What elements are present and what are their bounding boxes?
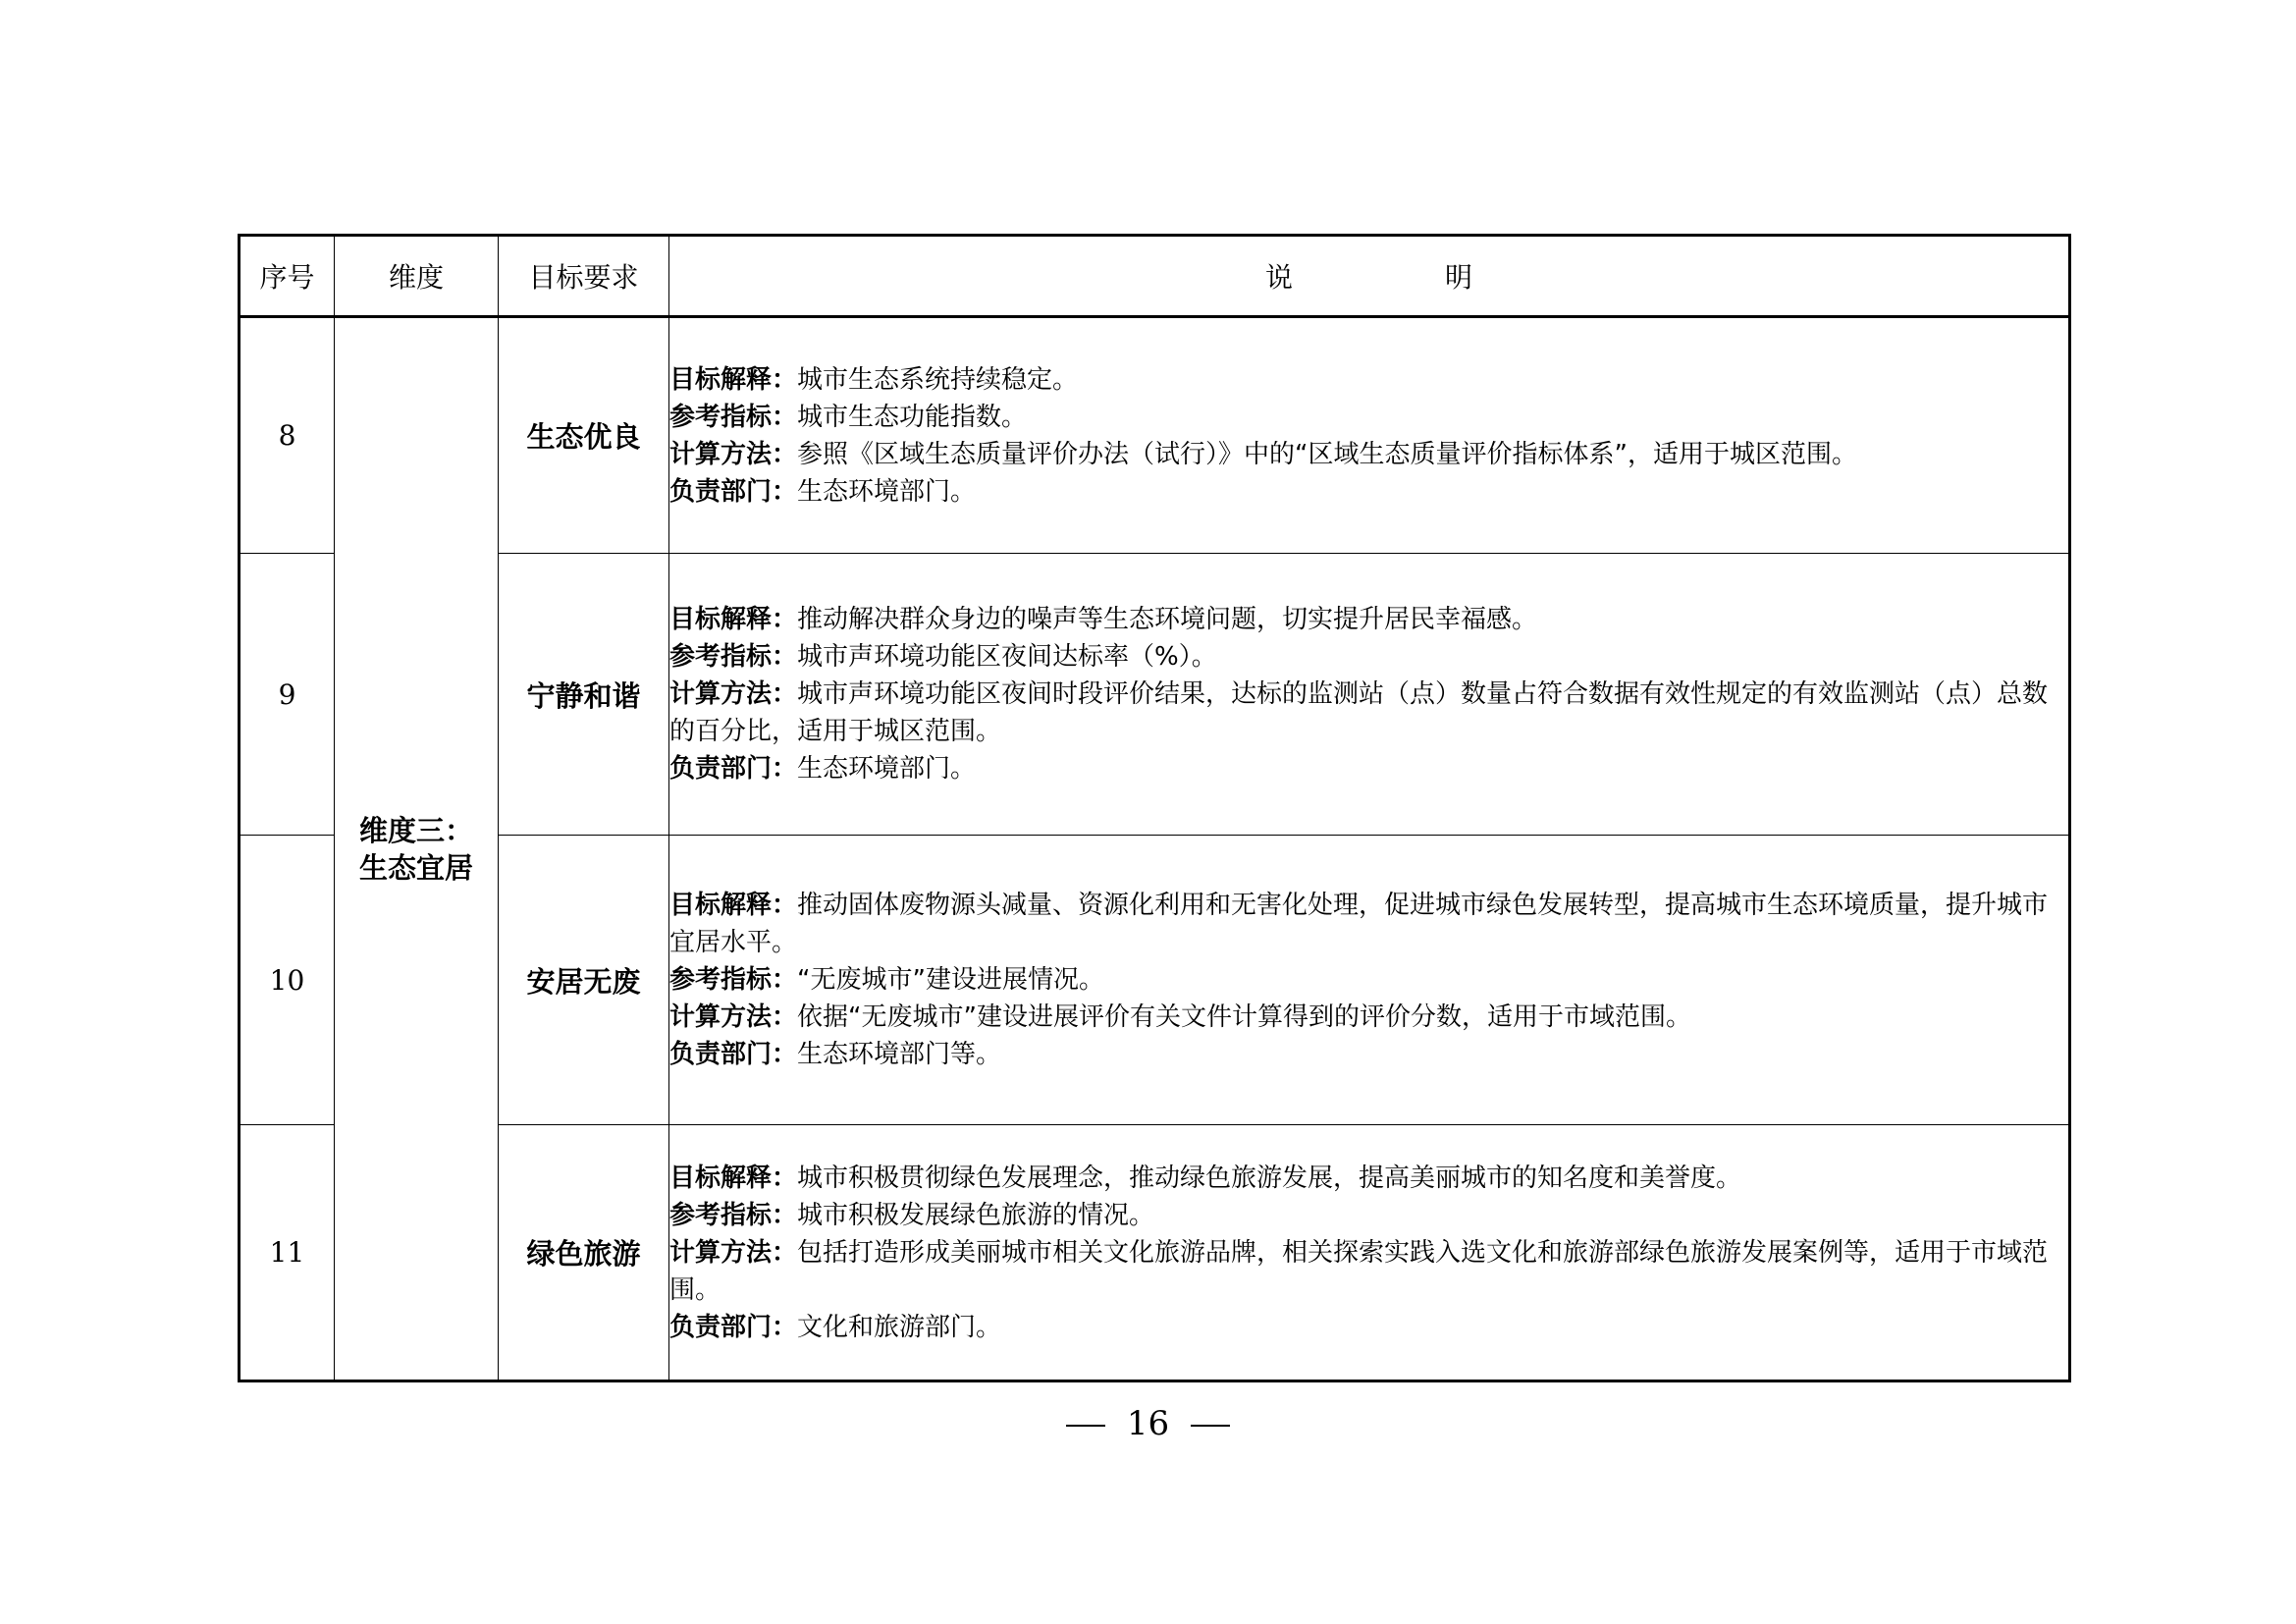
- label-method: 计算方法：: [669, 1002, 798, 1032]
- indicator-text: 城市声环境功能区夜间达标率（%）。: [797, 642, 1217, 672]
- dimension-label-line2: 生态宜居: [358, 850, 473, 885]
- row-seq: 11: [240, 1125, 335, 1381]
- indicator-text: 城市生态功能指数。: [797, 402, 1028, 432]
- header-desc-char2: 明: [1445, 261, 1473, 294]
- header-desc-char1: 说: [1264, 261, 1293, 294]
- explain-text: 城市生态系统持续稳定。: [797, 364, 1079, 395]
- header-description: [669, 236, 2070, 317]
- label-explain: 目标解释：: [669, 605, 798, 634]
- method-text: 依据“无废城市”建设进展评价有关文件计算得到的评价分数，适用于市域范围。: [797, 1002, 1691, 1032]
- dept-text: 生态环境部门。: [797, 754, 977, 784]
- label-indicator: 参考指标：: [669, 402, 798, 432]
- method-text: 城市声环境功能区夜间时段评价结果，达标的监测站（点）数量占符合数据有效性规定的有效监测站（点）总数的百分比，适用于城区范围。: [669, 679, 2049, 746]
- header-seq: 序号: [240, 236, 335, 317]
- indicator-table: [238, 234, 2071, 1382]
- row-description: [669, 836, 2070, 1125]
- dept-text: 生态环境部门。: [797, 476, 977, 507]
- row-seq: 8: [240, 317, 335, 554]
- label-indicator: 参考指标：: [669, 965, 798, 995]
- label-indicator: 参考指标：: [669, 1200, 798, 1230]
- table-header-row: [240, 236, 2070, 317]
- label-method: 计算方法：: [669, 1237, 798, 1268]
- row-goal: 宁静和谐: [499, 554, 669, 836]
- method-text: 包括打造形成美丽城市相关文化旅游品牌，相关探索实践入选文化和旅游部绿色旅游发展案例等，适用于市域范围。: [669, 1237, 2049, 1305]
- label-explain: 目标解释：: [669, 891, 798, 920]
- label-dept: 负责部门：: [669, 1312, 798, 1342]
- table-row: [240, 317, 2070, 554]
- row-description: [669, 554, 2070, 836]
- label-method: 计算方法：: [669, 679, 798, 709]
- dept-text: 文化和旅游部门。: [797, 1312, 1002, 1342]
- indicator-text: “无废城市”建设进展情况。: [797, 965, 1104, 995]
- row-description: [669, 317, 2070, 554]
- table-row: [240, 554, 2070, 836]
- label-explain: 目标解释：: [669, 364, 798, 395]
- explain-text: 推动解决群众身边的噪声等生态环境问题，切实提升居民幸福感。: [797, 605, 1538, 634]
- method-text: 参照《区域生态质量评价办法（试行）》中的“区域生态质量评价指标体系”，适用于城区范围。: [797, 439, 1857, 469]
- row-goal: 生态优良: [499, 317, 669, 554]
- label-dept: 负责部门：: [669, 1040, 798, 1069]
- label-dept: 负责部门：: [669, 754, 798, 784]
- header-goal: 目标要求: [499, 236, 669, 317]
- footer-dash-right: [1191, 1425, 1230, 1427]
- page-number: 16: [1126, 1404, 1170, 1443]
- row-goal: 绿色旅游: [499, 1125, 669, 1381]
- row-goal: 安居无废: [499, 836, 669, 1125]
- dimension-cell: [335, 317, 499, 1381]
- header-dimension: 维度: [335, 236, 499, 317]
- indicator-text: 城市积极发展绿色旅游的情况。: [797, 1200, 1155, 1230]
- explain-text: 城市积极贯彻绿色发展理念，推动绿色旅游发展，提高美丽城市的知名度和美誉度。: [797, 1163, 1742, 1193]
- dimension-label-line1: 维度三：: [358, 813, 473, 847]
- label-dept: 负责部门：: [669, 476, 798, 507]
- label-explain: 目标解释：: [669, 1163, 798, 1193]
- row-seq: 9: [240, 554, 335, 836]
- table-row: [240, 836, 2070, 1125]
- label-indicator: 参考指标：: [669, 642, 798, 672]
- row-description: [669, 1125, 2070, 1381]
- label-method: 计算方法：: [669, 439, 798, 469]
- page-footer: [0, 1404, 2296, 1443]
- table-row: [240, 1125, 2070, 1381]
- dept-text: 生态环境部门等。: [797, 1040, 1002, 1069]
- footer-dash-left: [1066, 1425, 1105, 1427]
- row-seq: 10: [240, 836, 335, 1125]
- explain-text: 推动固体废物源头减量、资源化利用和无害化处理，促进城市绿色发展转型，提高城市生态环境质量，提升城市宜居水平。: [669, 891, 2049, 957]
